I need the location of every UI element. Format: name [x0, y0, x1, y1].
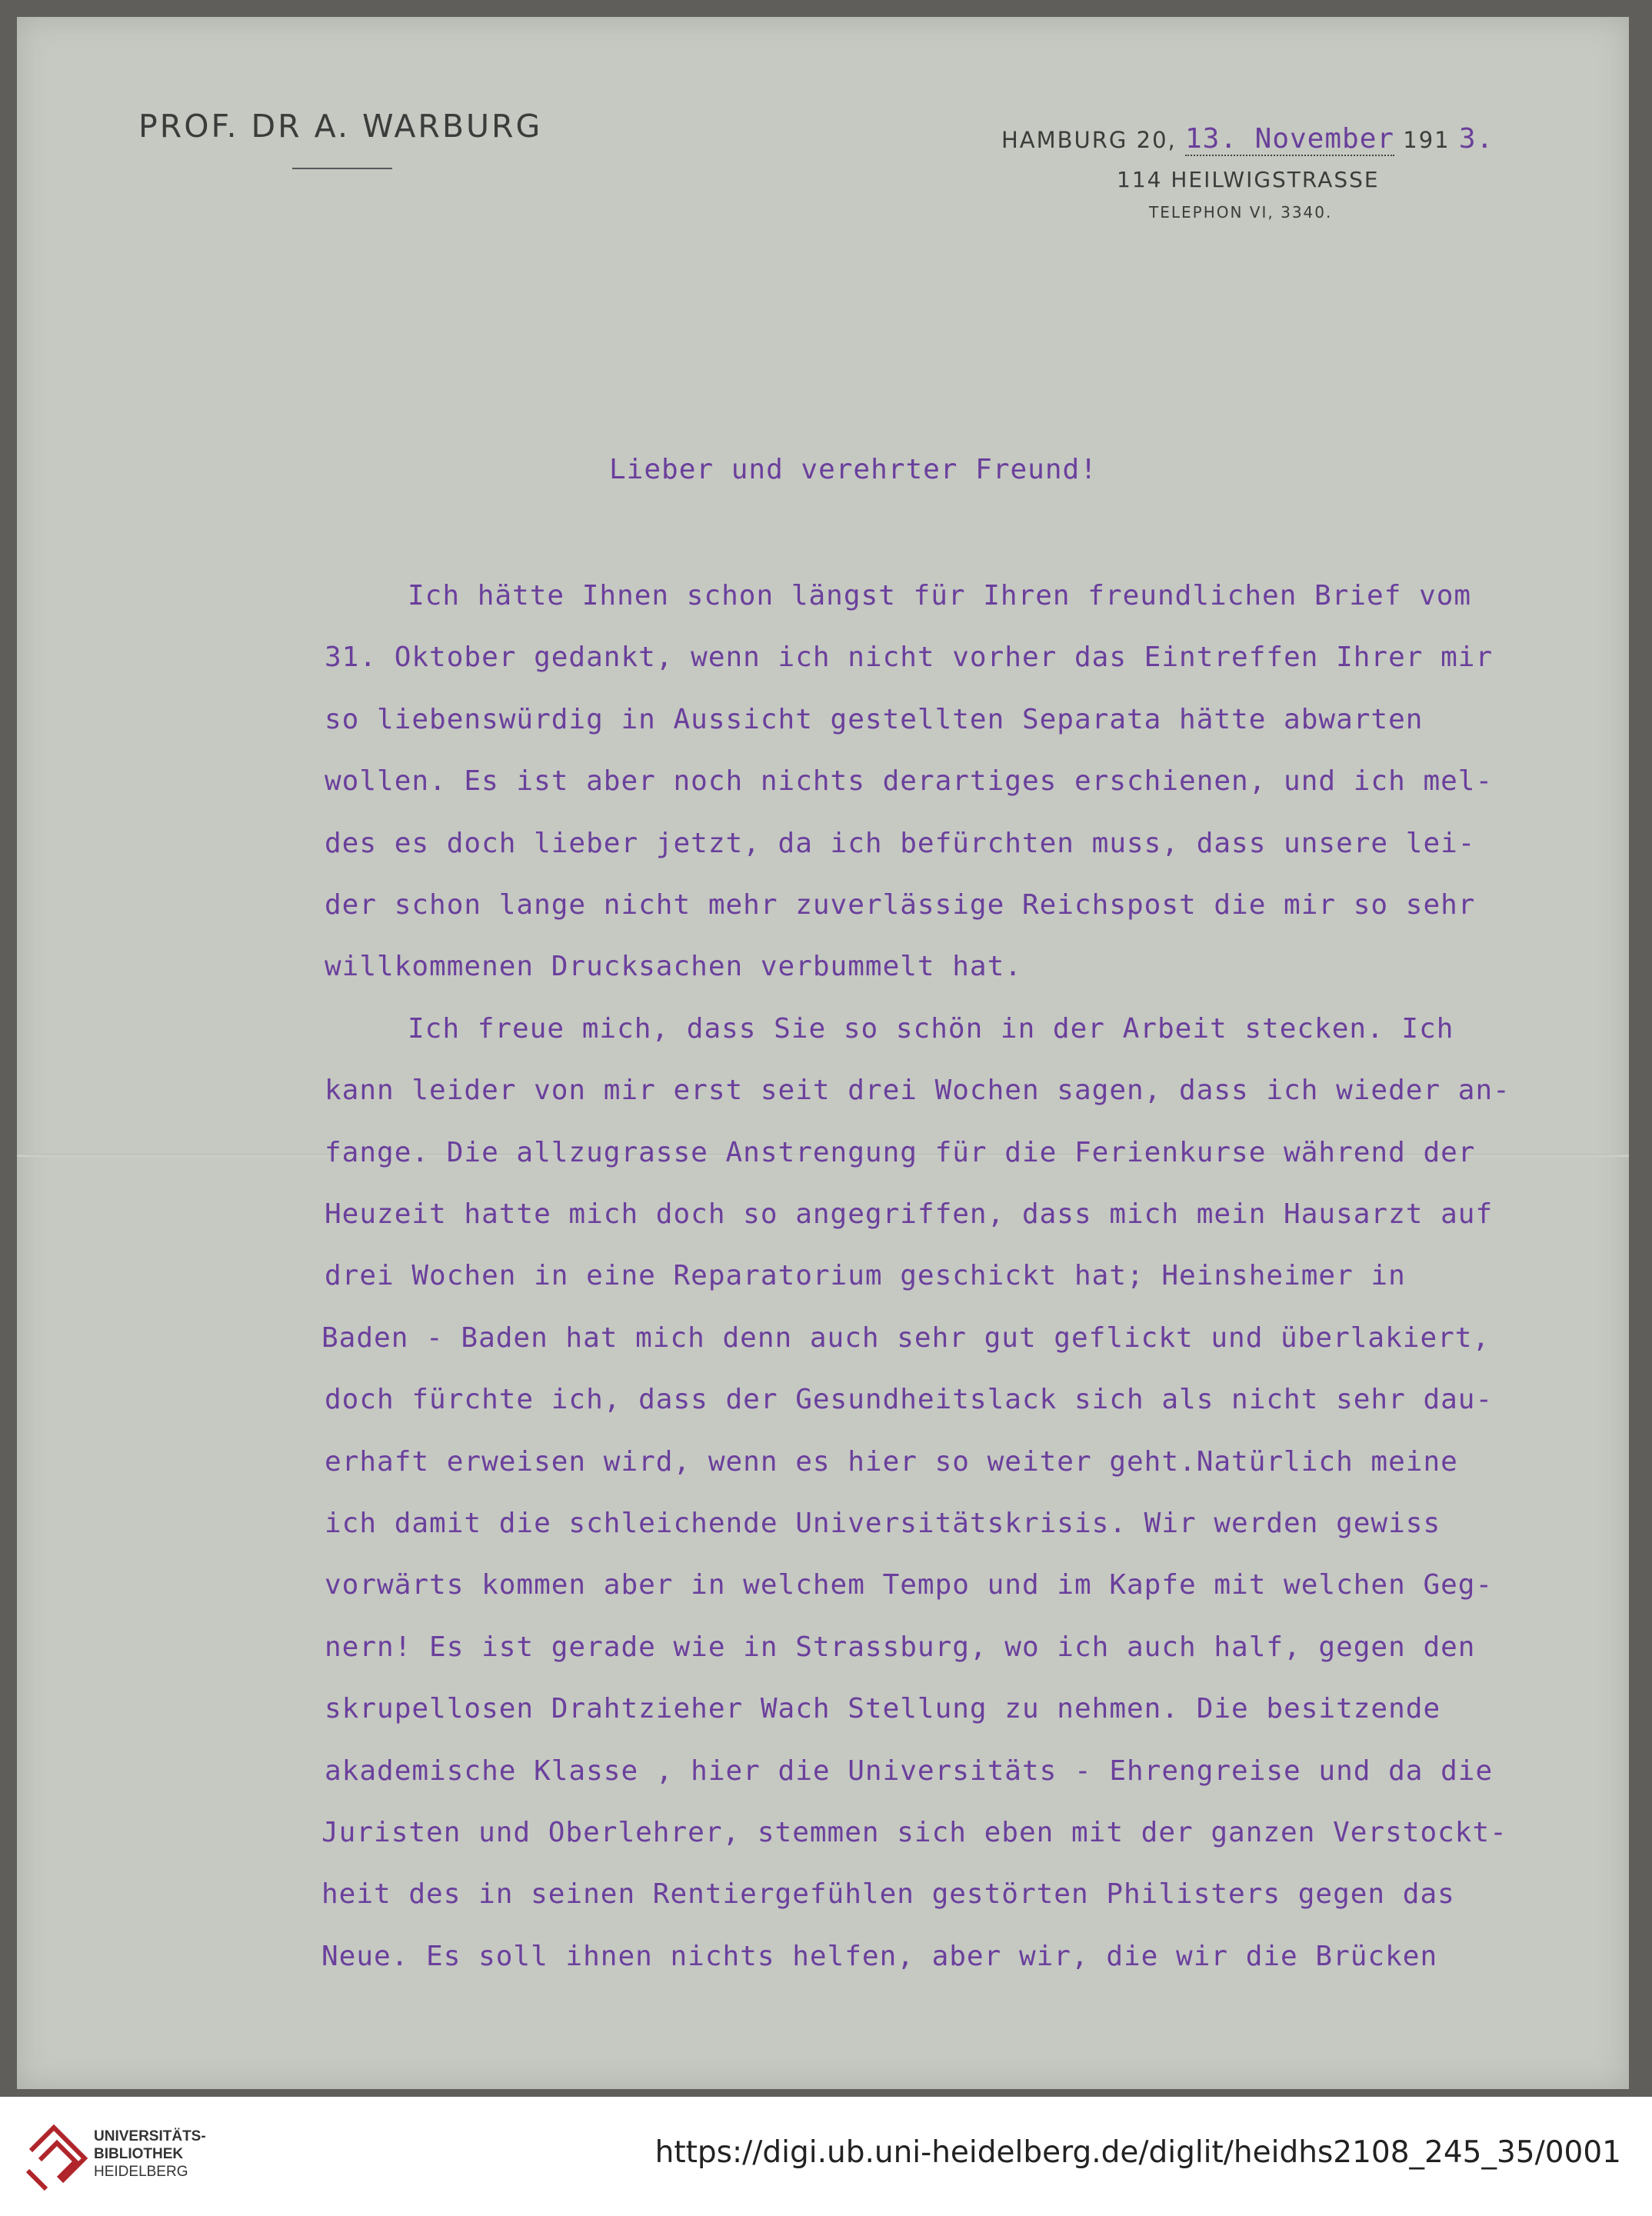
letter-line: willkommenen Drucksachen verbummelt hat.	[325, 951, 1022, 982]
library-line2: BIBLIOTHEK	[94, 2146, 184, 2162]
letter-line: wollen. Es ist aber noch nichts derartiges erschienen, und ich mel-	[325, 765, 1494, 797]
library-line1: UNIVERSITÄTS-	[94, 2128, 206, 2144]
date-line	[1001, 123, 1570, 155]
letter-line: fange. Die allzugrasse Anstrengung für die Ferienkurse während der	[325, 1137, 1476, 1168]
library-footer	[0, 2097, 1652, 2216]
letter-sheet	[17, 17, 1629, 2089]
date-day-month: 13. November	[1184, 123, 1395, 155]
letter-line: nern! Es ist gerade wie in Strassburg, wo ich auch half, gegen den	[325, 1631, 1476, 1663]
letterhead-address-block	[1001, 123, 1570, 222]
letter-line: Ich hätte Ihnen schon längst für Ihren freundlichen Brief vom	[408, 580, 1472, 611]
library-logo-icon	[23, 2120, 89, 2194]
date-year-digit: 3.	[1458, 123, 1494, 155]
letter-line: skrupellosen Drahtzieher Wach Stellung zu nehmen. Die besitzende	[325, 1693, 1441, 1724]
letterhead-sender	[138, 108, 569, 169]
letter-line: 31. Oktober gedankt, wenn ich nicht vorher das Eintreffen Ihrer mir	[325, 641, 1494, 673]
letter-line: Heuzeit hatte mich doch so angegriffen, dass mich mein Hausarzt auf	[325, 1198, 1494, 1230]
letter-line: ich damit die schleichende Universitätskrisis. Wir werden gewiss	[325, 1508, 1441, 1539]
street-address: 114 HEILWIGSTRASSE	[1117, 167, 1380, 192]
letter-line: Ich freue mich, dass Sie so schön in der Arbeit stecken. Ich	[408, 1013, 1454, 1045]
letter-line: so liebenswürdig in Aussicht gestellten Separata hätte abwarten	[325, 704, 1424, 735]
salutation: Lieber und verehrter Freund!	[609, 454, 1097, 485]
sender-name: PROF. DR A. WARBURG	[138, 108, 543, 145]
library-name	[94, 2128, 206, 2181]
document-url[interactable]: https://digi.ub.uni-heidelberg.de/diglit/heidhs2108_245_35/0001	[654, 2135, 1621, 2170]
letter-line: kann leider von mir erst seit drei Wochen sagen, dass ich wieder an-	[325, 1075, 1510, 1106]
date-city: HAMBURG 20,	[1001, 127, 1177, 153]
letter-line: Baden - Baden hat mich denn auch sehr gut geflickt und überlakiert,	[321, 1322, 1490, 1354]
letter-line: vorwärts kommen aber in welchem Tempo und im Kapfe mit welchen Geg-	[325, 1569, 1494, 1601]
letter-line: erhaft erweisen wird, wenn es hier so weiter geht.Natürlich meine	[325, 1446, 1458, 1478]
letter-line: drei Wochen in eine Reparatorium geschickt hat; Heinsheimer in	[325, 1260, 1406, 1291]
letter-line: doch fürchte ich, dass der Gesundheitslack sich als nicht sehr dau-	[325, 1384, 1494, 1415]
letter-line: akademische Klasse , hier die Universitäts - Ehrengreise und da die	[325, 1755, 1494, 1787]
sender-underline	[292, 168, 392, 169]
letter-line: heit des in seinen Rentiergefühlen gestörten Philisters gegen das	[321, 1878, 1455, 1910]
letter-line: Juristen und Oberlehrer, stemmen sich eben mit der ganzen Verstockt-	[321, 1817, 1507, 1848]
telephone: TELEPHON VI, 3340.	[1149, 203, 1333, 222]
date-year-prefix: 191	[1403, 127, 1450, 153]
library-line3: HEIDELBERG	[94, 2164, 188, 2180]
letter-line: der schon lange nicht mehr zuverlässige Reichspost die mir so sehr	[325, 889, 1476, 921]
letter-line: Neue. Es soll ihnen nichts helfen, aber wir, die wir die Brücken	[321, 1941, 1438, 1972]
letter-line: des es doch lieber jetzt, da ich befürchten muss, dass unsere lei-	[325, 828, 1476, 859]
